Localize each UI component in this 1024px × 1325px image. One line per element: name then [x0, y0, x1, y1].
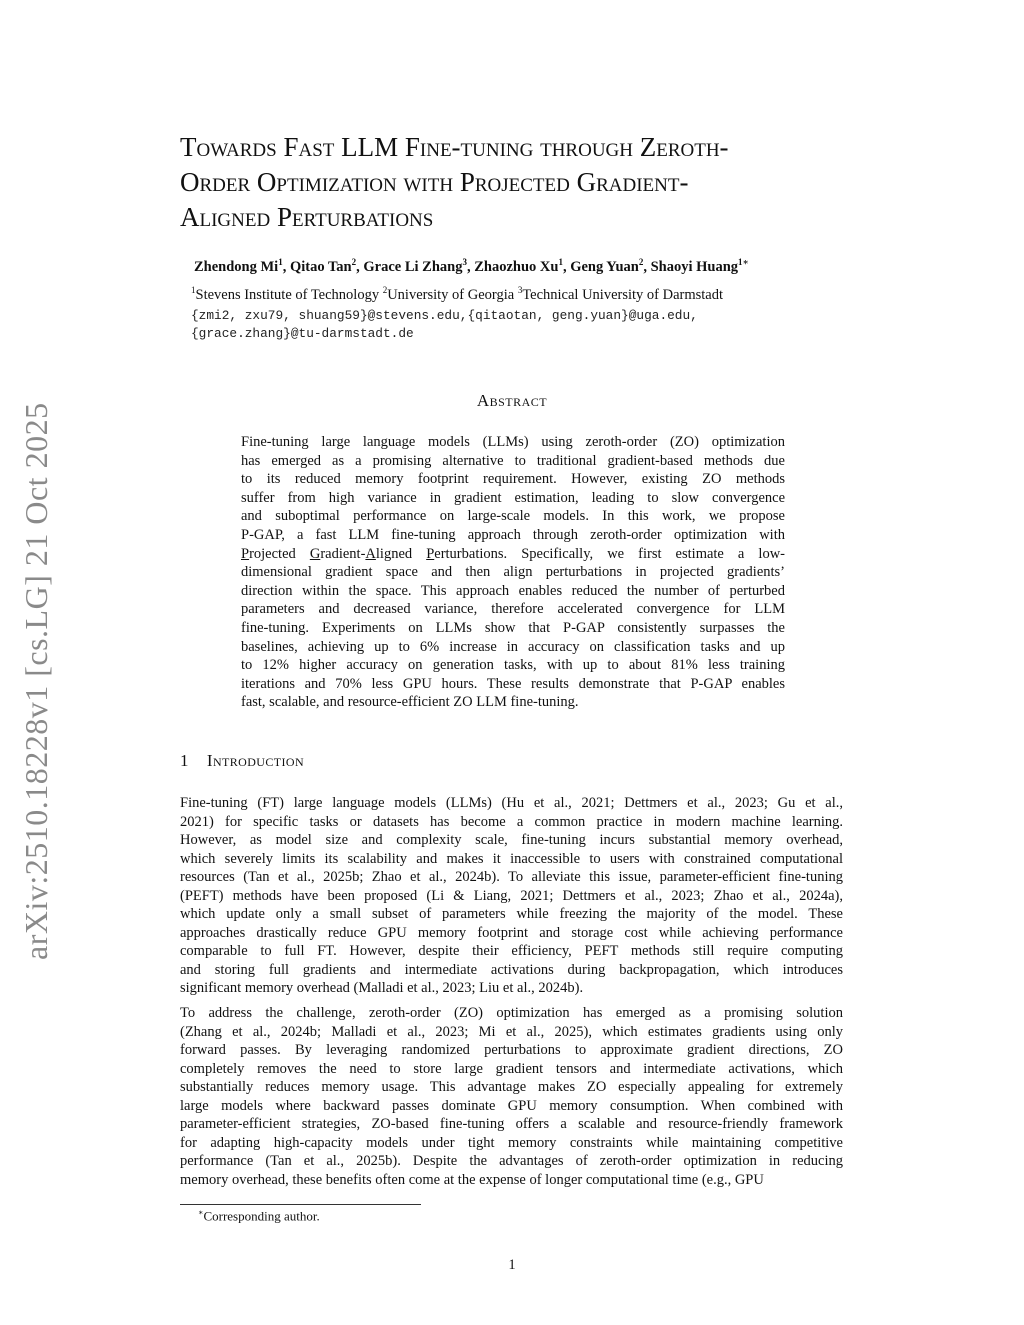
paragraph-line: parameter-efficient strategies, ZO-based fine-tuning offers a scalable and resource-friendly framework	[180, 1116, 843, 1132]
paragraph-line: To address the challenge, zeroth-order (ZO) optimization has emerged as a promising solution	[180, 1005, 843, 1021]
abstract-line: fine-tuning. Experiments on LLMs show that P-GAP consistently surpasses the	[241, 619, 785, 636]
abstract-line: dimensional gradient space and then align perturbations in projected gradients’	[241, 564, 785, 581]
affiliation-mark: 1	[191, 285, 196, 295]
abstract-line: parameters and decreased variance, therefore accelerated convergence for LLM	[241, 601, 785, 618]
section-heading-introduction	[180, 751, 304, 771]
abstract-line: to its reduced memory footprint requirement. However, existing ZO methods	[241, 471, 785, 488]
author-mark: 1∗	[738, 257, 749, 267]
underlined-initial: G	[309, 545, 321, 562]
email-line: {zmi2, zxu79, shuang59}@stevens.edu,{qitaotan, geng.yuan}@uga.edu,	[191, 308, 698, 323]
abstract-line: has emerged as a promising alternative to traditional gradient-based methods due	[241, 452, 785, 469]
paragraph-line: and storing full gradients and intermediate activations during backpropagation, which introduces	[180, 961, 843, 978]
paragraph-line: approaches drastically reduce GPU memory footprint and storage cost while achieving performance	[180, 924, 843, 941]
author-name: Zhaozhuo Xu	[474, 258, 559, 275]
title-line: Order Optimization with Projected Gradient-	[180, 167, 689, 197]
paragraph-line: (PEFT) methods have been proposed (Li & Liang, 2021; Dettmers et al., 2023; Zhao et al., 2024a),	[180, 887, 843, 904]
affiliation-mark: 3	[517, 285, 523, 295]
underlined-initial: P	[241, 545, 250, 562]
paragraph-line: for adapting high-capacity models under tight memory constraints while maintaining competitive	[180, 1134, 843, 1151]
abstract-line: P-GAP, a fast LLM fine-tuning approach through zeroth-order optimization with	[241, 526, 785, 543]
paragraph-line: significant memory overhead (Malladi et al., 2023; Liu et al., 2024b).	[180, 980, 584, 996]
paragraph-line: (Zhang et al., 2024b; Malladi et al., 2023; Mi et al., 2025), which estimates gradients using only	[180, 1023, 843, 1040]
author-mark: 2	[351, 257, 357, 267]
author-name: Shaoyi Huang	[650, 258, 739, 275]
abstract-line: suffer from high variance in gradient estimation, leading to slow convergence	[241, 489, 785, 506]
author-emails	[191, 307, 698, 343]
text-run: ligned	[375, 545, 427, 562]
section-title: Introduction	[206, 751, 305, 770]
author-name: Qitao Tan	[289, 258, 352, 275]
abstract-line: Fine-tuning large language models (LLMs) using zeroth-order (ZO) optimization	[241, 434, 785, 450]
paragraph-line: which severely limits its scalability and makes it inaccessible to users with constrained computational	[180, 850, 843, 867]
introduction-paragraph	[180, 1004, 843, 1189]
footnote-mark: ∗	[198, 1208, 204, 1217]
underlined-initial: A	[365, 545, 376, 562]
text-run: rojected	[249, 545, 310, 562]
abstract-line: baselines, achieving up to 6% increase in accuracy on classification tasks and up	[241, 638, 785, 655]
paragraph-line: However, as model size and complexity scale, fine-tuning incurs substantial memory overhead,	[180, 832, 843, 848]
affiliation-mark: 2	[382, 285, 388, 295]
footnote-divider	[180, 1204, 421, 1205]
paragraph-line: memory overhead, these benefits often come at the expense of longer computational time (e.g., GPU	[180, 1171, 764, 1188]
affiliation-name: University of Georgia	[387, 286, 515, 303]
text-run: erturbations	[434, 545, 504, 562]
abstract-line: fast, scalable, and resource-efficient ZO LLM fine-tuning.	[241, 694, 579, 711]
author-mark: 2	[638, 257, 644, 267]
affiliation-name: Technical University of Darmstadt	[522, 286, 724, 303]
paragraph-line: substantially reduces memory usage. This advantage makes ZO especially appealing for extremely	[180, 1079, 843, 1095]
footnote-text: Corresponding author.	[203, 1208, 320, 1224]
author-name: Grace Li Zhang	[363, 258, 463, 275]
abstract-line	[241, 545, 785, 564]
paper-title	[180, 130, 860, 235]
email-line: {grace.zhang}@tu-darmstadt.de	[191, 326, 414, 341]
author-mark: 3	[462, 257, 467, 267]
paragraph-line: performance (Tan et al., 2025b). Despite the advantages of zeroth-order optimization in reducing	[180, 1153, 843, 1169]
author-name: Geng Yuan	[570, 258, 639, 275]
abstract-line: direction within the space. This approach enables reduced the number of perturbed	[241, 582, 785, 599]
section-number: 1	[180, 751, 189, 770]
author-name: Zhendong Mi	[194, 258, 279, 275]
paragraph-line: large models where backward passes dominate GPU memory consumption. When combined with	[180, 1097, 843, 1114]
abstract-heading: Abstract	[476, 391, 548, 410]
affiliations	[191, 285, 723, 304]
author-mark: 1	[278, 257, 283, 267]
paragraph-line: forward passes. By leveraging randomized perturbations to approximate gradient directions, ZO	[180, 1042, 843, 1058]
text-run: radient-	[320, 545, 366, 562]
paragraph-line: Fine-tuning (FT) large language models (LLMs) (Hu et al., 2021; Dettmers et al., 2023; Gu et al.,	[180, 795, 843, 811]
paragraph-line: 2021) for specific tasks or datasets has become a common practice in modern machine learning.	[180, 813, 843, 830]
paragraph-line: comparable to full FT. However, despite their efficiency, PEFT methods still require computing	[180, 943, 843, 959]
author-list: Zhendong Mi$^1$, Qitao Tan$^2$, Grace Li Zhang$^3$, Zhaozhuo Xu$^1$, Geng Yuan$^2$, Shaoyi Huang$^{1∗}$	[194, 257, 749, 275]
abstract-line: iterations and 70% less GPU hours. These results demonstrate that P-GAP enables	[241, 675, 785, 692]
affiliation-name: Stevens Institute of Technology	[195, 286, 380, 303]
abstract-line: and suboptimal performance on large-scale models. In this work, we propose	[241, 508, 785, 525]
abstract-text	[241, 433, 785, 712]
title-line: Aligned Perturbations	[180, 202, 434, 232]
author-mark: 1	[558, 257, 563, 267]
paragraph-line: completely removes the need to store large gradient tensors and intermediate activations, which	[180, 1060, 843, 1077]
paragraph-line: which update only a small subset of parameters while freezing the majority of the model. These	[180, 906, 843, 922]
introduction-paragraph	[180, 794, 843, 998]
page-number: 1	[508, 1257, 516, 1273]
footnote	[198, 1208, 320, 1224]
abstract-line: to 12% higher accuracy on generation tasks, with up to about 81% less training	[241, 657, 785, 674]
title-line: Towards Fast LLM Fine-tuning through Zeroth-	[180, 132, 729, 162]
arxiv-identifier: arXiv:2510.18228v1 [cs.LG] 21 Oct 2025	[18, 402, 54, 960]
text-run: . Specifically, we first estimate a low-	[503, 545, 785, 562]
underlined-initial: P	[426, 545, 435, 562]
paragraph-line: resources (Tan et al., 2025b; Zhao et al., 2024b). To alleviate this issue, parameter-efficient fine-tuning	[180, 869, 843, 885]
